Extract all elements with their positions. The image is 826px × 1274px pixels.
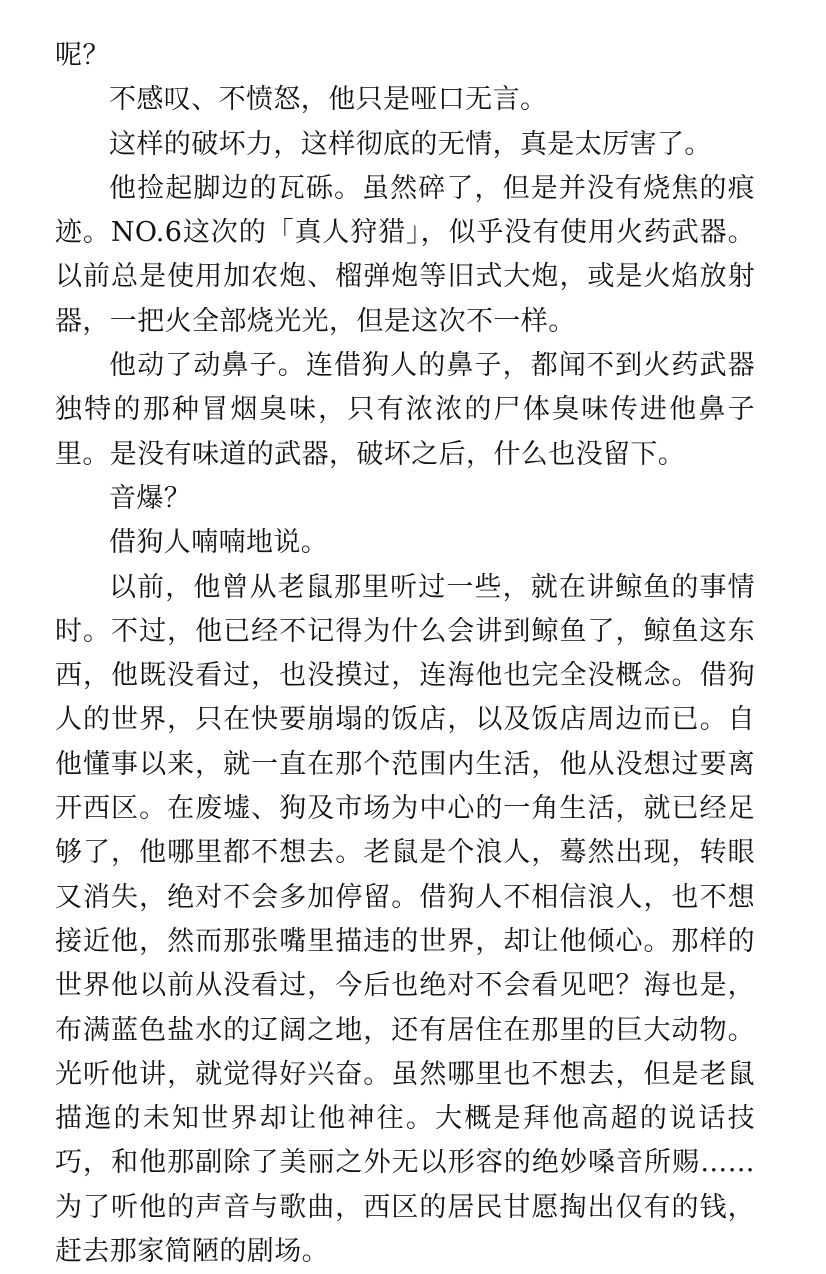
paragraph-3: 这样的破坏力，这样彻底的无情，真是太厉害了。 xyxy=(109,128,712,160)
paragraph-5: 他动了动鼻子。连借狗人的鼻子，都闻不到火药武器独特的那种冒烟臭味，只有浓浓的尸体臭味传进他鼻子里。是没有味道的武器，破坏之后，什么也没留下。 xyxy=(55,350,755,470)
paragraph-2: 不感叹、不愤怒，他只是哑口无言。 xyxy=(109,84,548,116)
paragraph-8: 以前，他曾从老鼠那里听过一些，就在讲鲸鱼的事情时。不过，他已经不记得为什么会讲到鲸鱼了，鲸鱼这东西，他既没看过，也没摸过，连海他也完全没概念。借狗人的世界，只在快要崩塌的饭店，以及饭店周边而已。自他懂事以来，就一直在那个范围内生活，他从没想过要离开西区。在废墟、狗及市场为中心的一角生活，就已经足够了，他哪里都不想去。老鼠是个浪人，蓦然出现，转眼又消失，绝对不会多加停留。借狗人不相信浪人，也不想接近他，然而那张嘴里描违的世界，却让他倾心。那样的世界他以前从没看过，今后也绝对不会看见吧？海也是，布满蓝色盐水的辽阔之地，还有居住在那里的巨大动物。光听他讲，就觉得好兴奋。虽然哪里也不想去，但是老鼠描迤的未知世界却让他神往。大概是拜他高超的说话技巧，和他那副除了美丽之外无以形容的绝妙嗓音所赐……为了听他的声音与歌曲，西区的居民甘愿掏出仅有的钱，赶去那家简陋的剧场。 xyxy=(55,571,755,1268)
paragraph-7: 借狗人喃喃地说。 xyxy=(109,527,329,559)
body-text xyxy=(55,34,755,1274)
paragraph-4: 他捡起脚边的瓦砾。虽然碎了，但是并没有烧焦的痕迹。NO.6这次的「真人狩猎」，似乎没有使用火药武器。以前总是使用加农炮、榴弹炮等旧式大炮，或是火焰放射器，一把火全部烧光光，但是这次不一样。 xyxy=(55,172,755,337)
paragraph-6: 音爆？ xyxy=(109,482,192,514)
paragraph-1: 呢？ xyxy=(55,40,110,71)
